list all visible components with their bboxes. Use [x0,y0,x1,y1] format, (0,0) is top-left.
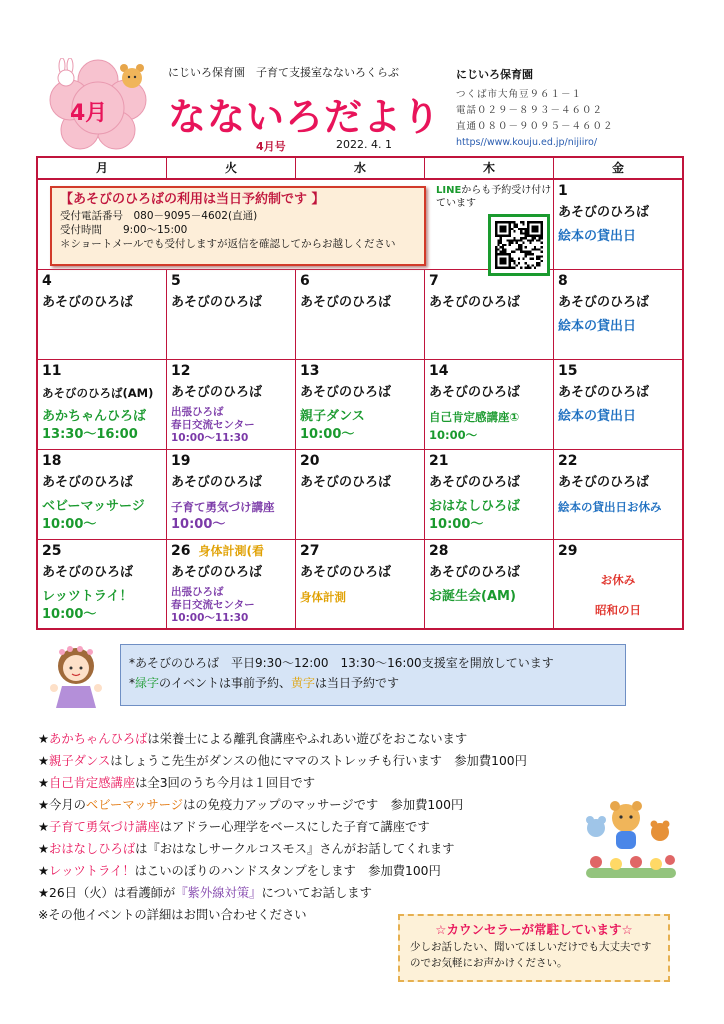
day-extra-event: 身体計測(看 [198,544,264,558]
day-number-text: 26 [171,543,191,559]
calendar [36,156,684,630]
counselor-box [398,914,670,982]
day-number: 21 [429,453,449,469]
page-title: なないろだより [168,95,442,139]
day-number: 20 [300,453,320,469]
notice-title: 【あそびのひろばの利用は当日予約制です 】 [60,192,325,207]
calendar-event: ベビーマッサージ [42,499,145,514]
calendar-event: 10:00～ [300,427,355,442]
day-number: 13 [300,363,320,379]
calendar-cell-wed [296,540,425,630]
note-highlight: 『紫外線対策』 [175,886,262,900]
calendar-event: あそびのひろば [300,475,392,490]
calendar-event: あそびのひろば [171,295,263,310]
weekday-thu: 木 [425,158,554,178]
note-line: ★子育て勇気づけ講座はアドラー心理学をベースにした子育て講座です [38,820,430,834]
day-number: 15 [558,363,578,379]
calendar-cell-thu [425,270,554,359]
day-number: 28 [429,543,449,559]
calendar-event: 10:00～ [429,517,484,532]
subtitle: にじいろ保育園 子育て支援室なないろくらぶ [168,66,399,79]
contact-direct: 直通０８０－９０９５－４６０２ [456,121,614,132]
calendar-event: あそびのひろば [171,385,263,400]
issue-date: 2022. 4. 1 [336,138,392,151]
contact-block [456,66,656,151]
yellow-text-label: 黄字 [291,676,316,690]
calendar-event: あそびのひろば [42,295,134,310]
note-highlight: 自己肯定感講座 [49,776,136,790]
contact-url[interactable]: https//www.kouju.ed.jp/nijiiro/ [456,137,598,148]
day-number: 19 [171,453,191,469]
calendar-event: あそびのひろば [42,565,134,580]
calendar-event: お誕生会(AM) [429,589,516,604]
calendar-event: お休み [600,573,636,587]
calendar-event: 10:00～ [429,428,478,442]
weekday-tue: 火 [167,158,296,178]
calendar-cell-mon [38,270,167,359]
note-highlight: あかちゃんひろば [49,732,148,746]
calendar-event: あそびのひろば(AM) [42,386,154,400]
notice-line: 受付電話番号 080－9095－4602(直通) [60,210,258,222]
calendar-event: レッツトライ！ [42,589,133,604]
calendar-event: あそびのひろば [171,475,263,490]
weekday-wed: 水 [296,158,425,178]
calendar-week-row [38,540,682,630]
calendar-event: あそびのひろば [558,205,650,220]
calendar-event: 10:00～ [171,517,226,532]
day-number: 1 [558,183,568,199]
calendar-week-row [38,270,682,360]
calendar-event: 絵本の貸出日 [558,409,637,424]
calendar-event: 10:00～11:30 [171,432,249,444]
notice-line: ＊ショートメールでも受付しますが返信を確認してからお越しください [60,238,396,250]
calendar-event: 身体計測 [300,590,346,604]
calendar-event: あそびのひろば [300,385,392,400]
counselor-title: ☆カウンセラーが常駐しています☆ [435,922,633,937]
day-number: 27 [300,543,320,559]
calendar-event: 絵本の貸出日 [558,229,637,244]
note-line: ★自己肯定感講座は全3回のうち今月は１回目です [38,776,316,790]
calendar-cell-tue [167,540,296,630]
calendar-event: 出張ひろば [171,406,224,418]
info-line-2: *緑字のイベントは事前予約、黄字は当日予約です [129,676,400,690]
day-number: 25 [42,543,62,559]
calendar-event: 子育て勇気づけ講座 [171,500,275,514]
note-line: ★今月のベビーマッサージはの免疫力アップのマッサージです 参加費100円 [38,798,464,812]
calendar-cell-tue [167,270,296,359]
day-number: 7 [429,273,439,289]
day-number: 14 [429,363,449,379]
calendar-event: あそびのひろば [171,565,263,580]
day-number [171,543,291,559]
calendar-event: 10:00～ [42,517,97,532]
note-line: ★おはなしひろばは『おはなしサークルコスモス』さんがお話してくれます [38,842,455,856]
calendar-event: あかちゃんひろば [42,409,147,424]
calendar-event: あそびのひろば [300,295,392,310]
calendar-cell-wed [296,360,425,449]
day-number: 4 [42,273,52,289]
note-line: ★26日（火）は看護師が『紫外線対策』についてお話します [38,886,372,900]
calendar-event: 13:30～16:00 [42,427,138,442]
note-highlight: レッツトライ！ [49,864,135,878]
calendar-cell-wed [296,270,425,359]
calendar-week-row [38,450,682,540]
calendar-event: あそびのひろば [429,295,521,310]
contact-phone: 電話０２９－８９３－４６０２ [456,105,604,116]
day-number: 6 [300,273,310,289]
day-number: 12 [171,363,191,379]
calendar-event: あそびのひろば [429,565,521,580]
note-highlight: おはなしひろば [49,842,136,856]
day-number: 22 [558,453,578,469]
calendar-event: 絵本の貸出日 [558,319,637,334]
calendar-cell-mon [38,450,167,539]
calendar-event: あそびのひろば [558,295,650,310]
calendar-event: あそびのひろば [429,385,521,400]
bear-flowers-illustration [582,798,678,884]
calendar-event: 10:00～11:30 [171,612,249,624]
note-highlight: ベビーマッサージ [85,798,184,812]
calendar-event: 10:00～ [42,607,97,622]
line-label: LINE [436,185,462,196]
day-number: 18 [42,453,62,469]
calendar-event: あそびのひろば [558,385,650,400]
calendar-event: 昭和の日 [595,603,641,617]
calendar-weekday-header [38,158,682,180]
calendar-cell-thu [425,450,554,539]
qr-code-icon[interactable] [488,214,550,276]
calendar-event: あそびのひろば [429,475,521,490]
note-line: ★あかちゃんひろばは栄養士による離乳食講座やふれあい遊びをおこないます [38,732,468,746]
calendar-event: 春日交流センター [171,419,255,431]
reservation-notice [50,186,426,266]
month-badge: 4月 [70,101,108,126]
calendar-cell-fri [554,540,682,630]
calendar-event: 自己肯定感講座① [429,410,520,424]
info-line-1: *あそびのひろば 平日9:30～12:00 13:30～16:00支援室を開放しています [129,656,554,670]
day-number: 11 [42,363,62,379]
calendar-cell-fri [554,270,682,359]
calendar-cell-thu [425,540,554,630]
calendar-cell-fri [554,450,682,539]
open-hours-info [120,644,626,706]
green-text-label: 緑字 [135,676,160,690]
calendar-event: 絵本の貸出日お休み [558,500,662,514]
note-line: ★レッツトライ！はこいのぼりのハンドスタンプをします 参加費100円 [38,864,441,878]
calendar-cell-fri [554,180,682,269]
contact-org: にじいろ保育園 [456,68,533,81]
calendar-cell-fri [554,360,682,449]
calendar-cell-tue [167,450,296,539]
calendar-event: あそびのひろば [558,475,650,490]
contact-address: つくば市大角豆９６１－１ [456,89,583,100]
line-note-text: からも予約受け付けています [436,185,552,209]
calendar-event: 出張ひろば [171,586,224,598]
day-number: 8 [558,273,568,289]
note-line: ※その他イベントの詳細はお問い合わせください [38,908,307,922]
weekday-mon: 月 [38,158,167,178]
calendar-event: 春日交流センター [171,599,255,611]
calendar-week-row [38,360,682,450]
calendar-cell-tue [167,360,296,449]
calendar-event: おはなしひろば [429,499,521,514]
calendar-cell-wed [296,450,425,539]
note-highlight: 子育て勇気づけ講座 [49,820,160,834]
calendar-event: あそびのひろば [300,565,392,580]
calendar-cell-mon [38,540,167,630]
notice-line: 受付時間 9:00～15:00 [60,224,188,236]
note-highlight: 親子ダンス [49,754,111,768]
counselor-body: 少しお話したい、聞いてほしいだけでも大丈夫ですのでお気軽にお声かけください。 [410,941,652,969]
day-number: 29 [558,543,578,559]
calendar-event: あそびのひろば [42,475,134,490]
calendar-cell-thu [425,360,554,449]
day-number: 5 [171,273,181,289]
girl-illustration [40,642,112,712]
calendar-cell-mon [38,360,167,449]
note-line: ★親子ダンスはしょうこ先生がダンスの他にママのストレッチも行います 参加費100円 [38,754,527,768]
calendar-event: 親子ダンス [300,409,365,424]
issue-label: 4月号 [256,140,286,153]
sakura-bear-logo [48,58,148,150]
line-reservation-note [436,184,556,210]
weekday-fri: 金 [611,161,624,175]
